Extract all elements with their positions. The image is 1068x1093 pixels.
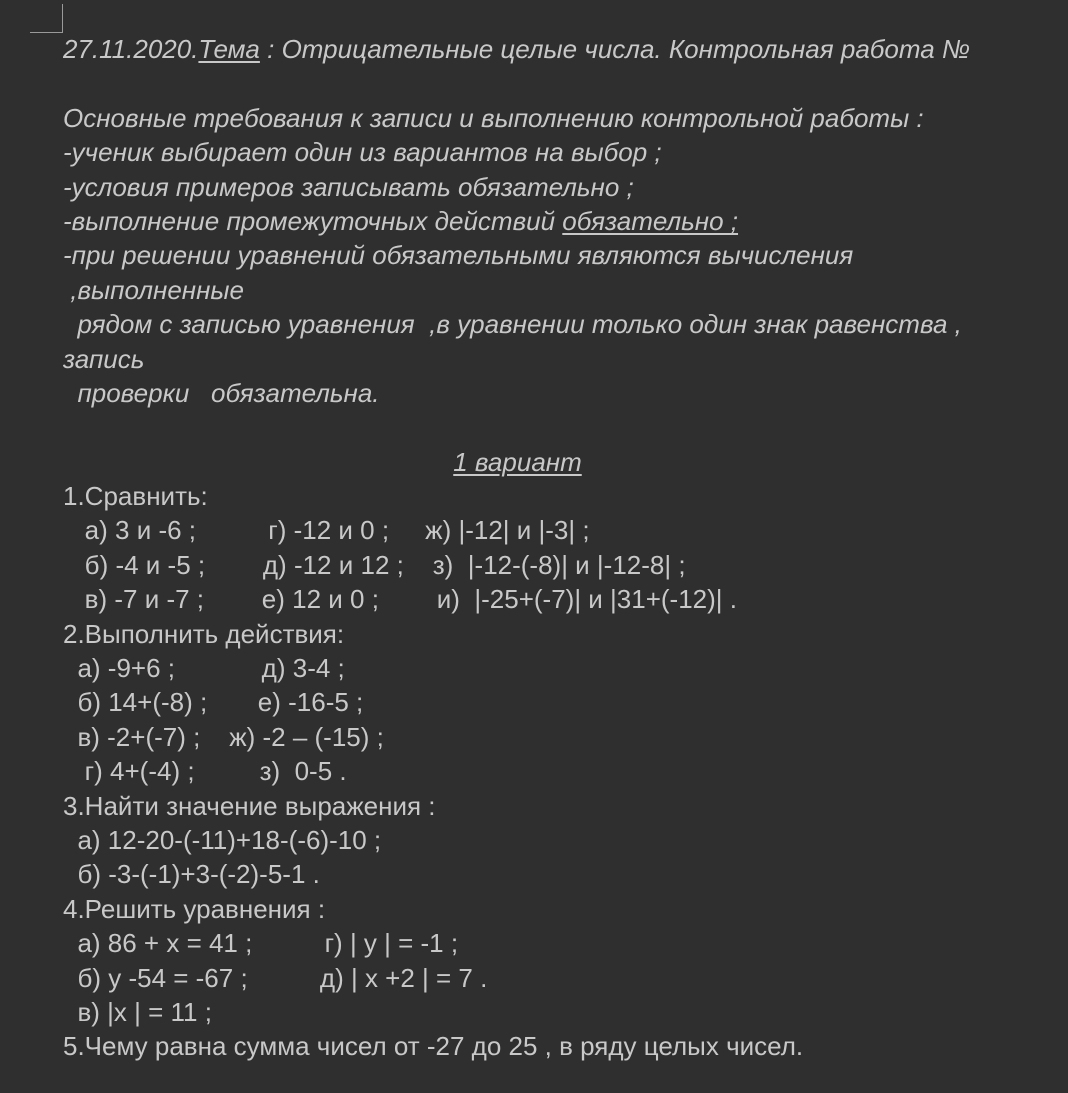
page-corner-mark bbox=[30, 4, 63, 33]
requirement-4-line-1: -при решении уравнений обязательными являются вычисления bbox=[63, 240, 854, 271]
requirement-3-text: -выполнение промежуточных действий bbox=[63, 205, 563, 236]
requirement-3 bbox=[63, 204, 1068, 238]
variant-title-line bbox=[63, 445, 1068, 479]
spacer bbox=[63, 66, 1068, 100]
document-page bbox=[63, 32, 1068, 1064]
task-2-line-1: а) -9+6 ; д) 3-4 ; bbox=[63, 653, 345, 684]
task-4-line-1: а) 86 + х = 41 ; г) | у | = -1 ; bbox=[63, 928, 459, 959]
header-line bbox=[63, 32, 1068, 66]
task-4-line-3: в) |х | = 11 ; bbox=[63, 996, 212, 1027]
task-2-title: 2.Выполнить действия: bbox=[63, 618, 345, 649]
task-3-line-2: б) -3-(-1)+3-(-2)-5-1 . bbox=[63, 859, 320, 890]
task-4-line-2: б) у -54 = -67 ; д) | х +2 | = 7 . bbox=[63, 962, 488, 993]
requirement-4-line-5: проверки обязательна. bbox=[63, 377, 380, 408]
requirement-4-line-2: ,выполненные bbox=[63, 274, 244, 305]
task-1-line-3: в) -7 и -7 ; е) 12 и 0 ; и) |-25+(-7)| и |31+(-12)| . bbox=[63, 584, 737, 615]
task-2-line-2: б) 14+(-8) ; е) -16-5 ; bbox=[63, 687, 364, 718]
task-1-line-2: б) -4 и -5 ; д) -12 и 12 ; з) |-12-(-8)| и |-12-8| ; bbox=[63, 549, 686, 580]
topic-label: Тема bbox=[198, 34, 260, 64]
task-3-title: 3.Найти значение выражения : bbox=[63, 790, 436, 821]
requirement-4-line-3: рядом с записью уравнения ,в уравнении только один знак равенства , bbox=[63, 309, 962, 340]
task-5-title: 5.Чему равна сумма чисел от -27 до 25 , в ряду целых чисел. bbox=[63, 1031, 804, 1062]
requirements-title: Основные требования к записи и выполнению контрольной работы : bbox=[63, 102, 924, 133]
task-1-line-1: а) 3 и -6 ; г) -12 и 0 ; ж) |-12| и |-3| ; bbox=[63, 515, 590, 546]
date: 27.11.2020. bbox=[63, 34, 199, 64]
variant-title: 1 вариант bbox=[453, 446, 582, 477]
spacer bbox=[63, 410, 1068, 444]
task-2-line-4: г) 4+(-4) ; з) 0-5 . bbox=[63, 756, 347, 787]
requirement-4-line-4: запись bbox=[63, 343, 145, 374]
task-3-line-1: а) 12-20-(-11)+18-(-6)-10 ; bbox=[63, 824, 382, 855]
topic-text: : Отрицательные целые числа. Контрольная работа № bbox=[259, 34, 971, 64]
task-2-line-3: в) -2+(-7) ; ж) -2 – (-15) ; bbox=[63, 721, 384, 752]
requirement-2: -условия примеров записывать обязательно ; bbox=[63, 171, 634, 202]
task-4-title: 4.Решить уравнения : bbox=[63, 893, 326, 924]
task-1-title: 1.Сравнить: bbox=[63, 481, 208, 512]
requirement-3-emphasis: обязательно ; bbox=[562, 205, 739, 236]
requirement-1: -ученик выбирает один из вариантов на выбор ; bbox=[63, 137, 662, 168]
